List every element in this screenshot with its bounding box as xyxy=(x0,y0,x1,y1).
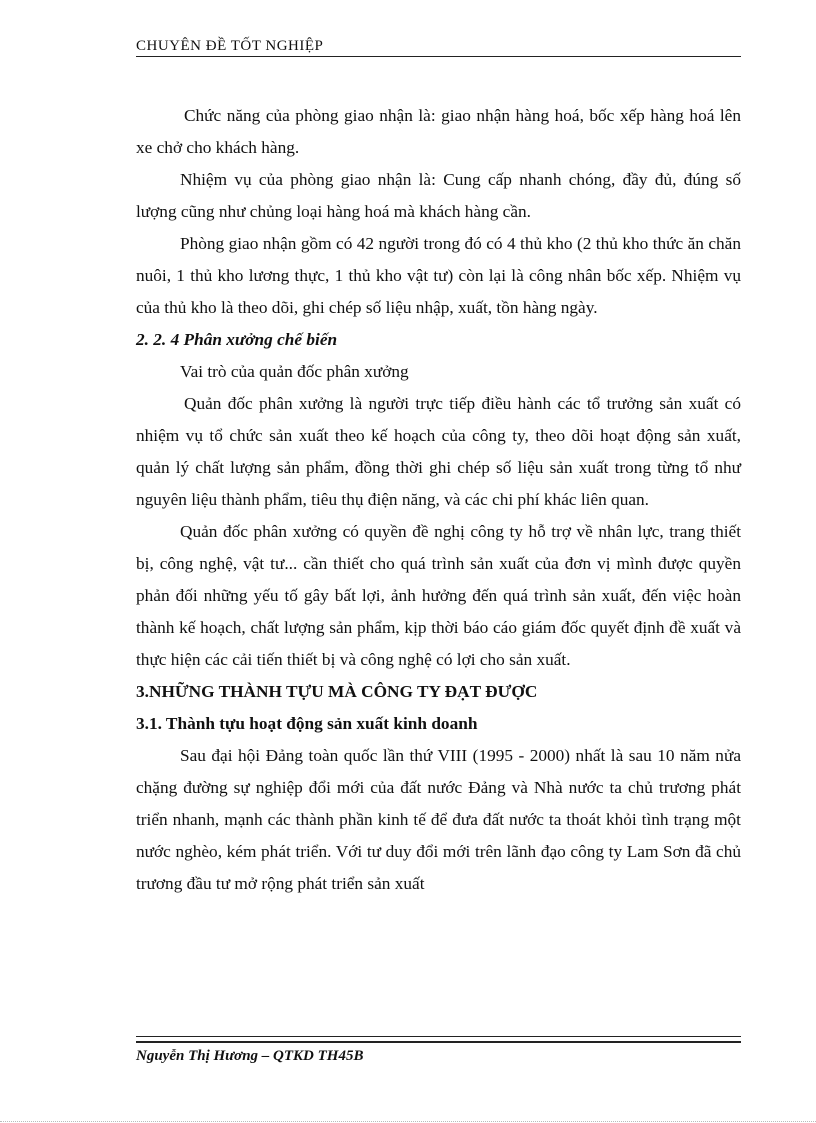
paragraph-receiving-staff: Phòng giao nhận gồm có 42 người trong đó có 4 thủ kho (2 thủ kho thức ăn chăn nuôi, 1 thủ kho lương thực, 1 thủ kho vật tư) còn lại là công nhân bốc xếp. Nhiệm vụ của thủ kho là theo dõi, ghi chép số liệu nhập, xuất, tồn hàng ngày. xyxy=(136,234,741,317)
paragraph-foreman-rights: Quản đốc phân xưởng có quyền đề nghị công ty hỗ trợ về nhân lực, trang thiết bị, công nghệ, vật tư... cần thiết cho quá trình sản xuất của đơn vị mình được quyền phản đối những yếu tố gây bất lợi, ảnh hưởng đến quá trình sản xuất, đến việc hoàn thành kế hoạch, chất lượng sản phẩm, kịp thời báo cáo giám đốc quyết định đề xuất và thực hiện các cải tiến thiết bị và công nghệ có lợi cho sản xuất. xyxy=(136,522,741,669)
paragraph-foreman-role-title: Vai trò của quản đốc phân xưởng xyxy=(180,362,409,381)
footer-divider-thick xyxy=(136,1041,741,1043)
page-header-title: CHUYÊN ĐỀ TỐT NGHIỆP xyxy=(136,38,324,54)
paragraph-receiving-function: Chức năng của phòng giao nhận là: giao nhận hàng hoá, bốc xếp hàng hoá lên xe chở cho khách hàng. xyxy=(136,106,741,157)
footer-divider-thin xyxy=(136,1036,741,1037)
subsection-heading-business-achievements: 3.1. Thành tựu hoạt động sản xuất kinh doanh xyxy=(136,714,478,733)
page-bottom-border xyxy=(0,1121,816,1122)
paragraph-party-congress: Sau đại hội Đảng toàn quốc lần thứ VIII (1995 - 2000) nhất là sau 10 năm nửa chặng đường sự nghiệp đổi mới của đất nước Đảng và Nhà nước ta chủ trương phát triển nhanh, mạnh các thành phần kinh tế để đưa đất nước ta thoát khỏi tình trạng một nước nghèo, kém phát triển. Với tư duy đổi mới trên lãnh đạo công ty Lam Sơn đã chủ trương đầu tư mở rộng phát triển sản xuất xyxy=(136,746,741,893)
header-divider xyxy=(136,56,741,57)
footer-author: Nguyễn Thị Hương – QTKD TH45B xyxy=(136,1048,364,1064)
paragraph-receiving-duty: Nhiệm vụ của phòng giao nhận là: Cung cấp nhanh chóng, đầy đủ, đúng số lượng cũng như chủng loại hàng hoá mà khách hàng cần. xyxy=(136,170,741,221)
section-heading-achievements: 3.NHỮNG THÀNH TỰU MÀ CÔNG TY ĐẠT ĐƯỢC xyxy=(136,682,538,701)
document-body xyxy=(136,100,741,900)
paragraph-foreman-role: Quản đốc phân xưởng là người trực tiếp điều hành các tổ trưởng sản xuất có nhiệm vụ tổ chức sản xuất theo kế hoạch của công ty, theo dõi hoạt động sản xuất, quản lý chất lượng sản phẩm, đồng thời ghi chép số liệu sản xuất trong từng tổ như nguyên liệu thành phẩm, tiêu thụ điện năng, và các chi phí khác liên quan. xyxy=(136,394,741,509)
section-heading-processing-workshop: 2. 2. 4 Phân xưởng chế biến xyxy=(136,330,338,349)
